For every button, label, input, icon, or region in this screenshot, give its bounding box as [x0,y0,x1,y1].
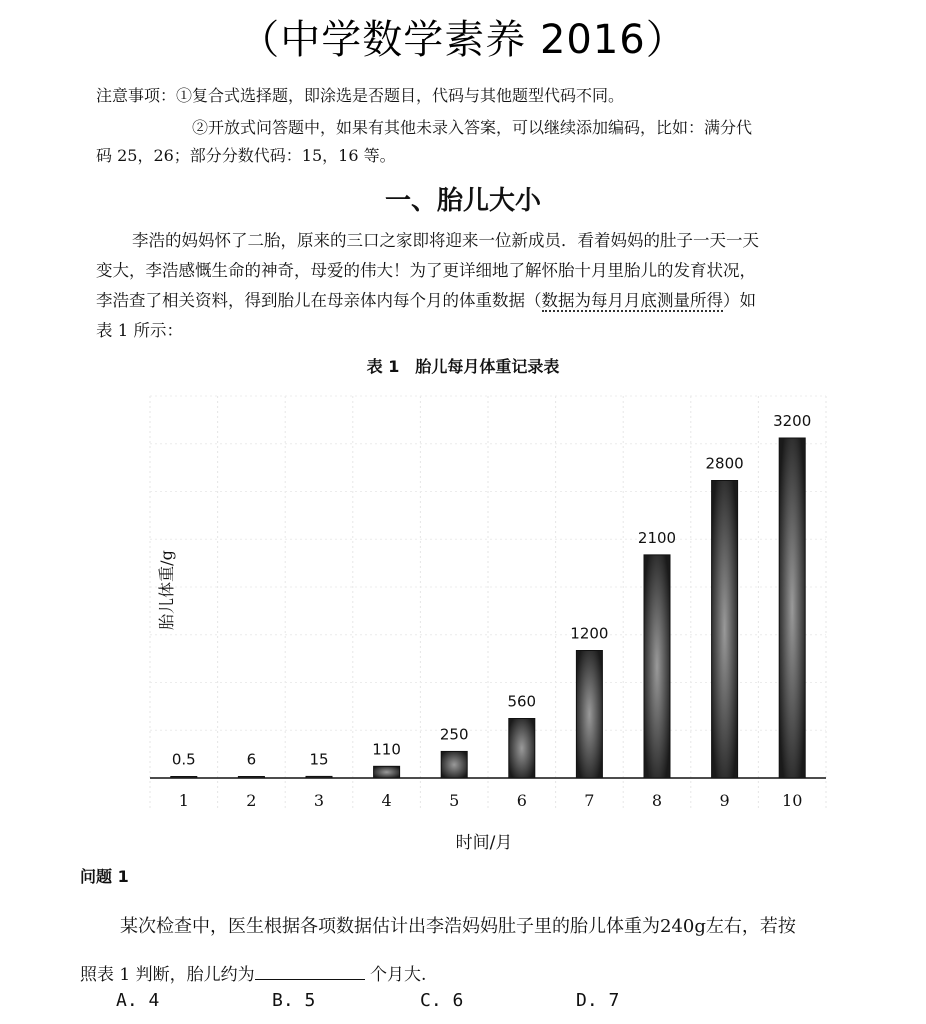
data-label-month-5: 250 [439,725,469,744]
section-heading: 一、胎儿大小 [384,186,541,216]
data-label-month-7: 1200 [570,624,609,643]
page-title: （中学数学素养 2016） [239,17,687,63]
data-label-month-9: 2800 [705,454,744,473]
y-axis-label: 胎儿体重/g [157,550,176,630]
data-label-month-10: 3200 [773,412,812,430]
bar-month-4 [374,766,400,778]
data-label-month-3: 15 [309,750,329,769]
option-c[interactable]: C. 6 [420,990,464,1011]
bar-month-10 [779,438,805,778]
chart-title: 表 1 胎儿每月体重记录表 [366,357,560,376]
option-d[interactable]: D. 7 [576,990,620,1011]
bar-month-8 [644,555,670,778]
option-a[interactable]: A. 4 [116,990,160,1011]
emphasis-dotted-text: 数据为每月月底测量所得 [541,291,723,310]
x-axis-label: 时间/月 [455,833,513,853]
x-tick-label-2: 2 [246,791,257,810]
paragraph-line-4: 表 1 所示： [96,321,183,340]
data-label-month-1: 0.5 [171,750,196,769]
x-tick-label-1: 1 [178,791,189,810]
paragraph-line-3-c: ）如 [723,291,756,310]
note-line-2: ②开放式问答题中，如果有其他未录入答案，可以继续添加编码，比如：满分代 [192,118,753,137]
x-tick-label-5: 5 [449,791,460,810]
x-tick-label-6: 6 [516,791,527,810]
bar-month-5 [441,751,467,778]
data-label-month-4: 110 [372,740,401,759]
bar-month-6 [509,719,535,779]
x-tick-label-3: 3 [313,791,325,810]
question-text-2-b: 个月大. [364,965,427,985]
paragraph-line-1: 李浩的妈妈怀了二胎，原来的三口之家即将迎来一位新成员．看着妈妈的肚子一天一天 [132,231,759,250]
bar-month-7 [576,651,602,779]
x-tick-label-4: 4 [381,791,392,810]
answer-blank[interactable] [255,961,365,980]
paragraph-line-3-a: 李浩查了相关资料，得到胎儿在母亲体内每个月的体重数据（ [96,291,542,310]
bar-month-9 [712,481,738,779]
bar-month-3 [306,776,332,778]
data-label-month-2: 6 [246,750,257,769]
question-label: 问题 1 [80,867,129,886]
chart-x-ticks [179,791,803,810]
paragraph-line-2: 变大，李浩感慨生命的神奇，母爱的伟大！为了更详细地了解怀胎十月里胎儿的发育状况， [96,261,756,280]
bar-month-2 [238,777,264,779]
data-label-month-6: 560 [507,692,537,711]
note-line-3: 码 25，26；部分分数代码：15，16 等。 [96,146,396,165]
data-label-month-8: 2100 [637,528,677,547]
question-text-2-a: 照表 1 判断，胎儿约为 [80,965,255,985]
x-tick-label-9: 9 [719,791,730,810]
note-line-1: 注意事项：①复合式选择题，即涂选是否题目，代码与其他题型代码不同。 [96,86,625,105]
question-text-1: 某次检查中，医生根据各项数据估计出李浩妈妈肚子里的胎儿体重为240g左右，若按 [120,916,796,937]
option-b[interactable]: B. 5 [272,990,316,1011]
question-text-2 [80,960,426,985]
bar-month-1 [171,777,197,779]
x-tick-label-8: 8 [651,791,663,810]
x-tick-label-7: 7 [584,791,595,810]
x-tick-label-10: 10 [782,791,803,810]
